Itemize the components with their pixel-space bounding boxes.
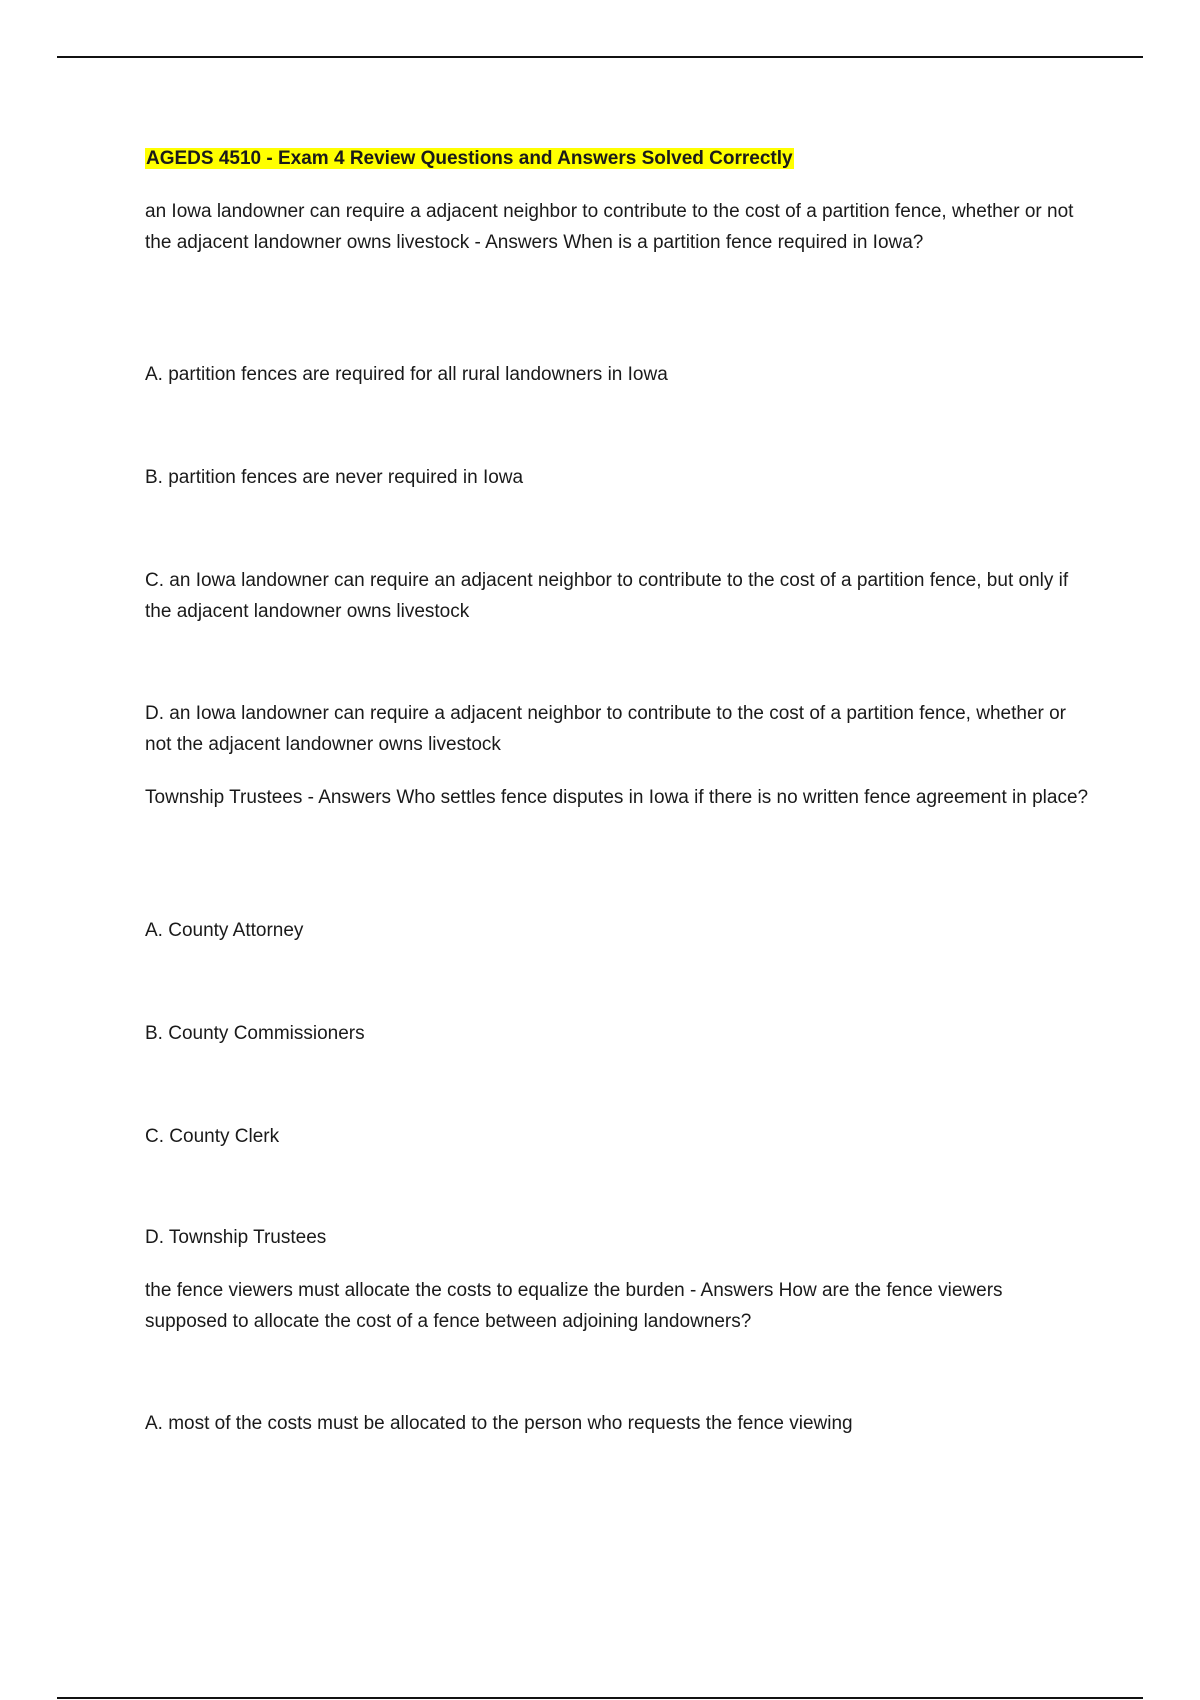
question-3-option-a: A. most of the costs must be allocated to the person who requests the fence viewing bbox=[145, 1413, 853, 1434]
question-2-option-a: A. County Attorney bbox=[145, 920, 304, 941]
question-3-answer-prompt: the fence viewers must allocate the costs to equalize the burden - Answers How are the fence viewers supposed to allocate the cost of a fence between adjoining landowners? bbox=[145, 1280, 1003, 1332]
question-1-option-c: C. an Iowa landowner can require an adjacent neighbor to contribute to the cost of a partition fence, but only if the adjacent landowner owns livestock bbox=[145, 570, 1069, 622]
header-rule bbox=[57, 56, 1143, 58]
question-1-option-d: D. an Iowa landowner can require a adjacent neighbor to contribute to the cost of a partition fence, whether or not the adjacent landowner owns livestock bbox=[145, 703, 1067, 755]
question-1-option-a: A. partition fences are required for all rural landowners in Iowa bbox=[145, 364, 668, 385]
question-2-answer-prompt: Township Trustees - Answers Who settles fence disputes in Iowa if there is no written fence agreement in place? bbox=[145, 787, 1089, 808]
question-2-option-d: D. Township Trustees bbox=[145, 1227, 327, 1248]
title-highlight: AGEDS 4510 - Exam 4 Review Questions and Answers Solved Correctly bbox=[146, 148, 793, 169]
question-2-option-c: C. County Clerk bbox=[145, 1126, 280, 1147]
question-1-option-b: B. partition fences are never required in Iowa bbox=[145, 467, 524, 488]
question-1-answer-prompt: an Iowa landowner can require a adjacent neighbor to contribute to the cost of a partition fence, whether or not the adjacent landowner owns livestock - Answers When is a partition fence required in Iowa? bbox=[145, 201, 1074, 253]
question-2-option-b: B. County Commissioners bbox=[145, 1023, 365, 1044]
footer-rule bbox=[57, 1697, 1143, 1699]
document-title bbox=[145, 146, 1090, 172]
